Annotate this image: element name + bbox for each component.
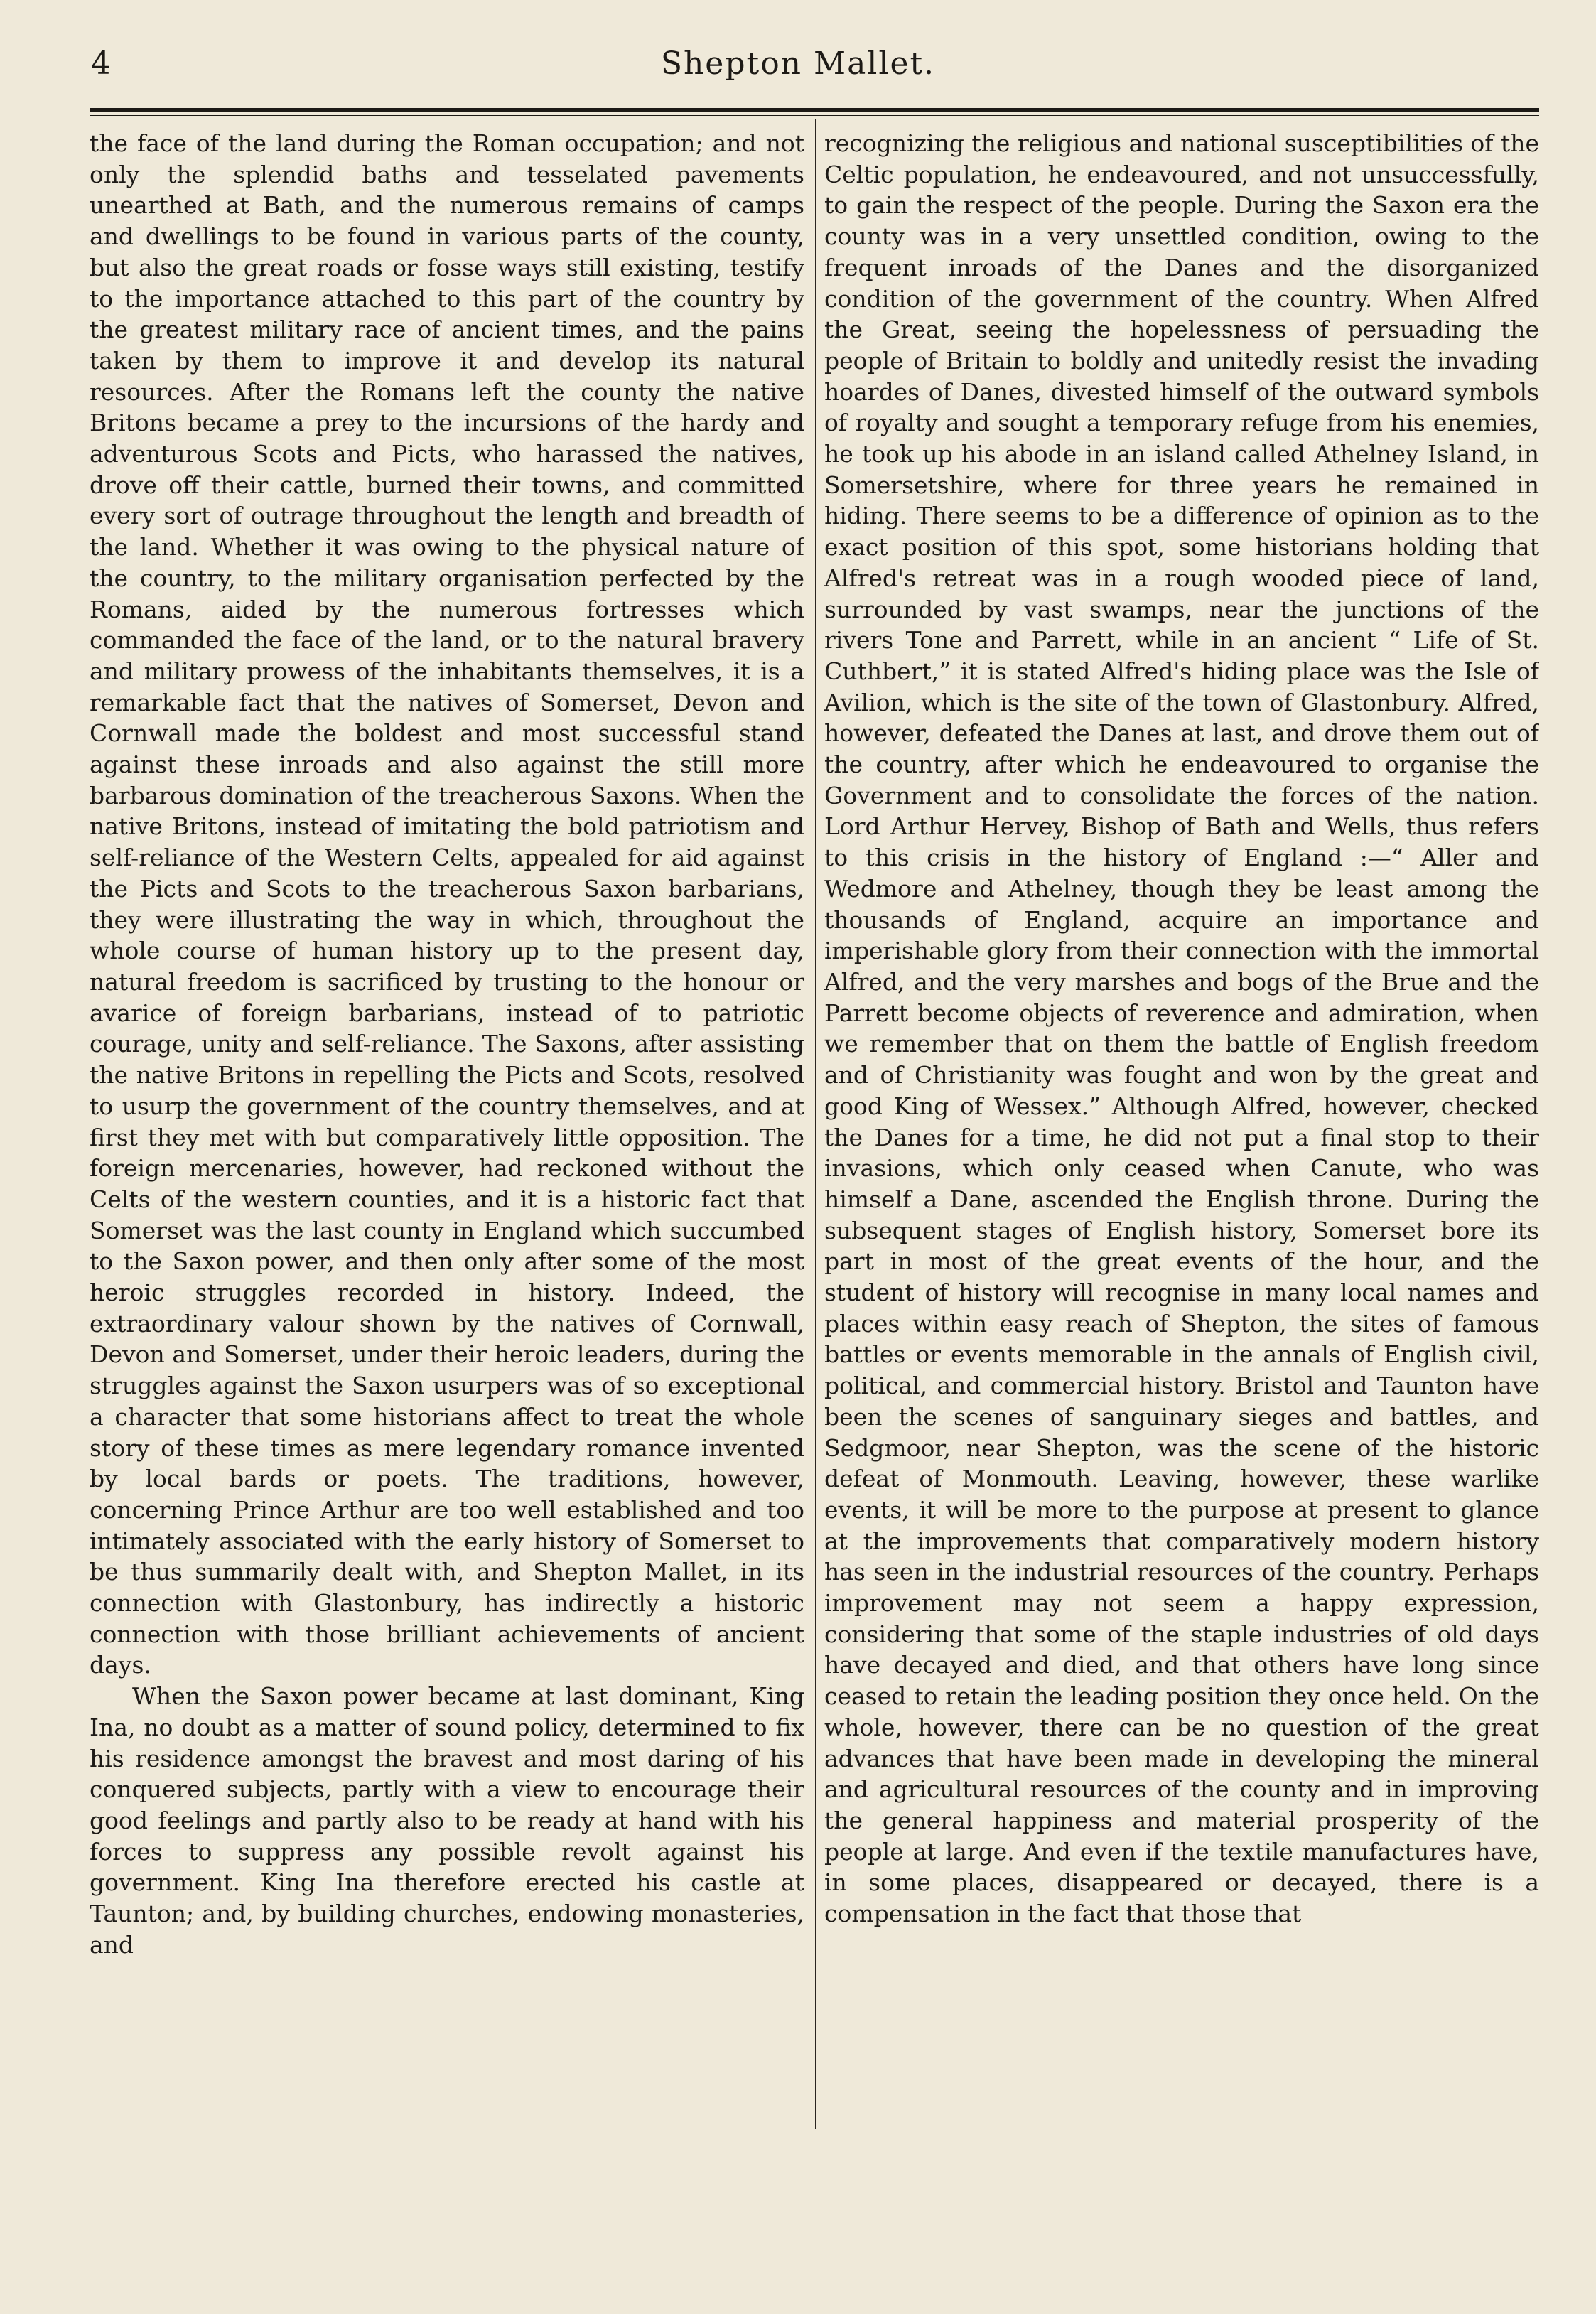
header-rule-thick	[90, 108, 1539, 112]
left-paragraph-1: the face of the land during the Roman occupation; and not only the splendid baths and tesselated pavements unearthed at Bath, and the numerous remains of camps and dwellings to be found in various parts of the county, but also the great roads or fosse ways still existing, testify to the importance attached to this part of the country by the greatest military race of ancient times, and the pains taken by them to improve it and develop its natural resources. After the Romans left the county the native Britons became a prey to the incursions of the hardy and adventurous Scots and Picts, who harassed the natives, drove off their cattle, burned their towns, and committed every sort of outrage throughout the length and breadth of the land. Whether it was owing to the physical nature of the country, to the military organisation perfected by the Romans, aided by the numerous fortresses which commanded the face of the land, or to the natural bravery and military prowess of the inhabitants themselves, it is a remarkable fact that the natives of Somerset, Devon and Cornwall made the boldest and most successful stand against these inroads and also against the still more barbarous domination of the treacherous Saxons. When the native Britons, instead of imitating the bold patriotism and self-reliance of the Western Celts, appealed for aid against the Picts and Scots to the treacherous Saxon barbarians, they were illustrating the way in which, throughout the whole course of human history up to the present day, natural freedom is sacrificed by trusting to the honour or avarice of foreign barbarians, instead of to patriotic courage, unity and self-reliance. The Saxons, after assisting the native Britons in repelling the Picts and Scots, resolved to usurp the government of the country themselves, and at first they met with but comparatively little opposition. The foreign mercenaries, however, had reckoned without the Celts of the western counties, and it is a historic fact that Somerset was the last county in England which succumbed to the Saxon power, and then only after some of the most heroic struggles recorded in history. Indeed, the extraordinary valour shown by the natives of Cornwall, Devon and Somerset, under their heroic leaders, during the struggles against the Saxon usurpers was of so exceptional a character that some historians affect to treat the whole story of these times as mere legendary romance invented by local bards or poets. The traditions, however, concerning Prince Arthur are too well established and too intimately associated with the early history of Somerset to be thus summarily dealt with, and Shepton Mallet, in its connection with Glastonbury, has indirectly a historic connection with those brilliant achievements of ancient days.	[90, 129, 804, 1679]
left-paragraph-2: When the Saxon power became at last dominant, King Ina, no doubt as a matter of sound policy, determined to fix his residence amongst the bravest and most daring of his conquered subjects, partly with a view to encourage their good feelings and partly also to be ready at hand with his forces to suppress any possible revolt against his government. King Ina therefore erected his castle at Taunton; and, by building churches, endowing monasteries, and	[90, 1682, 804, 1959]
right-paragraph-1: recognizing the religious and national susceptibilities of the Celtic population, he endeavoured, and not unsuccessfully, to gain the respect of the people. During the Saxon era the county was in a very unsettled condition, owing to the frequent inroads of the Danes and the disorganized condition of the government of the country. When Alfred the Great, seeing the hopelessness of persuading the people of Britain to boldly and unitedly resist the invading hoardes of Danes, divested himself of the outward symbols of royalty and sought a temporary refuge from his enemies, he took up his abode in an island called Athelney Island, in Somersetshire, where for three years he remained in hiding. There seems to be a difference of opinion as to the exact position of this spot, some historians holding that Alfred's retreat was in a rough wooded piece of land, surrounded by vast swamps, near the junctions of the rivers Tone and Parrett, while in an ancient “ Life of St. Cuthbert,” it is stated Alfred's hiding place was the Isle of Avilion, which is the site of the town of Glastonbury. Alfred, however, defeated the Danes at last, and drove them out of the country, after which he endeavoured to organise the Government and to consolidate the forces of the nation. Lord Arthur Hervey, Bishop of Bath and Wells, thus refers to this crisis in the history of England :—“ Aller and Wedmore and Athelney, though they be least among the thousands of England, acquire an importance and imperishable glory from their connection with the immortal Alfred, and the very marshes and bogs of the Brue and the Parrett become objects of reverence and admiration, when we remember that on them the battle of English freedom and of Christianity was fought and won by the great and good King of Wessex.” Although Alfred, however, checked the Danes for a time, he did not put a final stop to their invasions, which only ceased when Canute, who was himself a Dane, ascended the English throne. During the subsequent stages of English history, Somerset bore its part in most of the great events of the hour, and the student of history will recognise in many local names and places within easy reach of Shepton, the sites of famous battles or events memorable in the annals of English civil, political, and commercial history. Bristol and Taunton have been the scenes of sanguinary sieges and battles, and Sedgmoor, near Shepton, was the scene of the historic defeat of Monmouth. Leaving, however, these warlike events, it will be more to the purpose at present to glance at the improvements that comparatively modern history has seen in the industrial resources of the country. Perhaps improvement may not seem a happy expression, considering that some of the staple industries of old days have decayed and died, and that others have long since ceased to retain the leading position they once held. On the whole, however, there can be no question of the great advances that have been made in developing the mineral and agricultural resources of the county and in improving the general happiness and material prosperity of the people at large. And even if the textile manufactures have, in some places, disappeared or decayed, there is a compensation in the fact that those that	[824, 129, 1539, 1928]
header-rule-thin	[90, 115, 1539, 116]
column-divider	[815, 119, 816, 2129]
page-number: 4	[91, 45, 111, 82]
running-title: Shepton Mallet.	[660, 45, 936, 82]
left-column	[90, 128, 804, 2129]
right-column	[824, 128, 1539, 2129]
